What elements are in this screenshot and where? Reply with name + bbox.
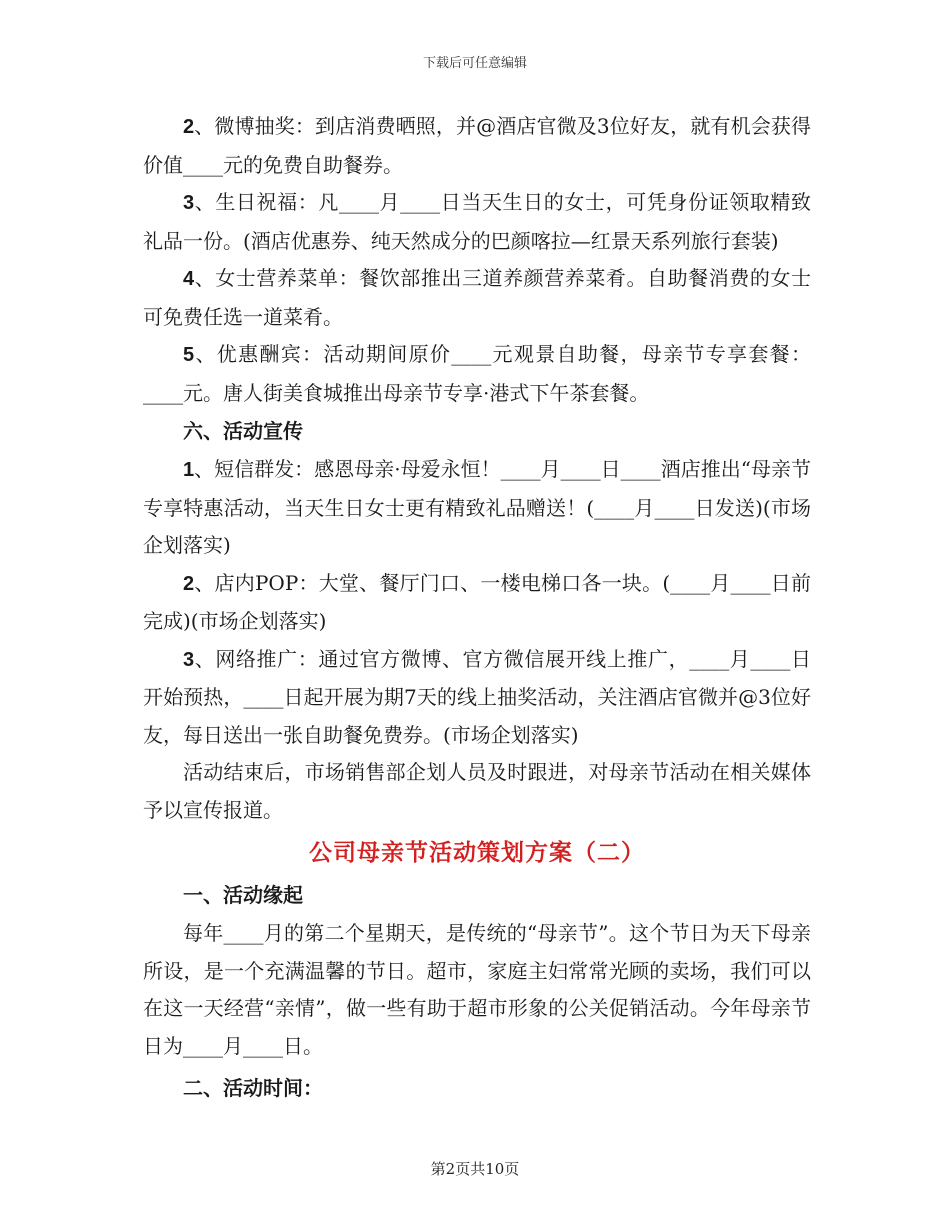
list-item: [143, 641, 811, 755]
item-text: 、女士营养菜单：餐饮部推出三道养颜营养菜肴。自助餐消费的女士可免费任选一道菜肴。: [143, 266, 811, 329]
section-heading-origin: 一、活动缘起: [183, 883, 303, 907]
item-number: 3: [183, 648, 195, 671]
item-number: 2: [183, 116, 195, 138]
list-item: [143, 260, 811, 336]
item-text: 、生日祝福：凡____月____日当天生日的女士，可凭身份证领取精致礼品一份。(酒店优惠券、纯天然成分的巴颜喀拉—红景天系列旅行套装): [143, 190, 811, 253]
item-number: 3: [183, 192, 195, 214]
item-text: 、网络推广：通过官方微博、官方微信展开线上推广，____月____日开始预热，____日起开展为期7天的线上抽奖活动，关注酒店官微并@3位好友，每日送出一张自助餐免费券。(市场企划落实): [143, 646, 811, 747]
list-item: [143, 565, 811, 641]
document-body: [143, 108, 811, 1108]
item-text: 、短信群发：感恩母亲·母爱永恒！____月____日____酒店推出“母亲节专享特惠活动，当天生日女士更有精致礼品赠送！(____月____日发送)(市场企划落实): [143, 457, 811, 557]
item-text: 、店内POP：大堂、餐厅门口、一楼电梯口各一块。(____月____日前完成)(市场企划落实): [143, 570, 811, 633]
list-item: [143, 336, 811, 412]
document-title: 公司母亲节活动策划方案（二）: [309, 839, 645, 866]
list-item: [143, 108, 811, 184]
section-heading-promotion: 六、活动宣传: [183, 419, 303, 443]
item-number: 4: [183, 268, 195, 290]
item-number: 5: [183, 344, 195, 366]
page-footer: 第2页共10页: [430, 1160, 520, 1178]
page-header: 下载后可任意编辑: [422, 56, 527, 71]
section-heading-time: 二、活动时间：: [183, 1076, 323, 1100]
origin-paragraph: 每年____月的第二个星期天，是传统的“母亲节”。这个节日为天下母亲所设，是一个充满温馨的节日。超市，家庭主妇常常光顾的卖场，我们可以在这一天经营“亲情”，做一些有助于超市形象的公关促销活动。今年母亲节日为____月____日。: [143, 921, 811, 1058]
list-item: [143, 184, 811, 260]
closing-paragraph: 活动结束后，市场销售部企划人员及时跟进，对母亲节活动在相关媒体予以宣传报道。: [143, 760, 811, 822]
list-item: [143, 451, 811, 565]
item-number: 1: [183, 459, 195, 481]
item-text: 、微博抽奖：到店消费晒照，并@酒店官微及3位好友，就有机会获得价值____元的免费自助餐券。: [143, 114, 811, 177]
item-text: 、优惠酬宾：活动期间原价____元观景自助餐，母亲节专享套餐：____元。唐人街美食城推出母亲节专享·港式下午茶套餐。: [143, 342, 811, 405]
item-number: 2: [183, 572, 195, 595]
